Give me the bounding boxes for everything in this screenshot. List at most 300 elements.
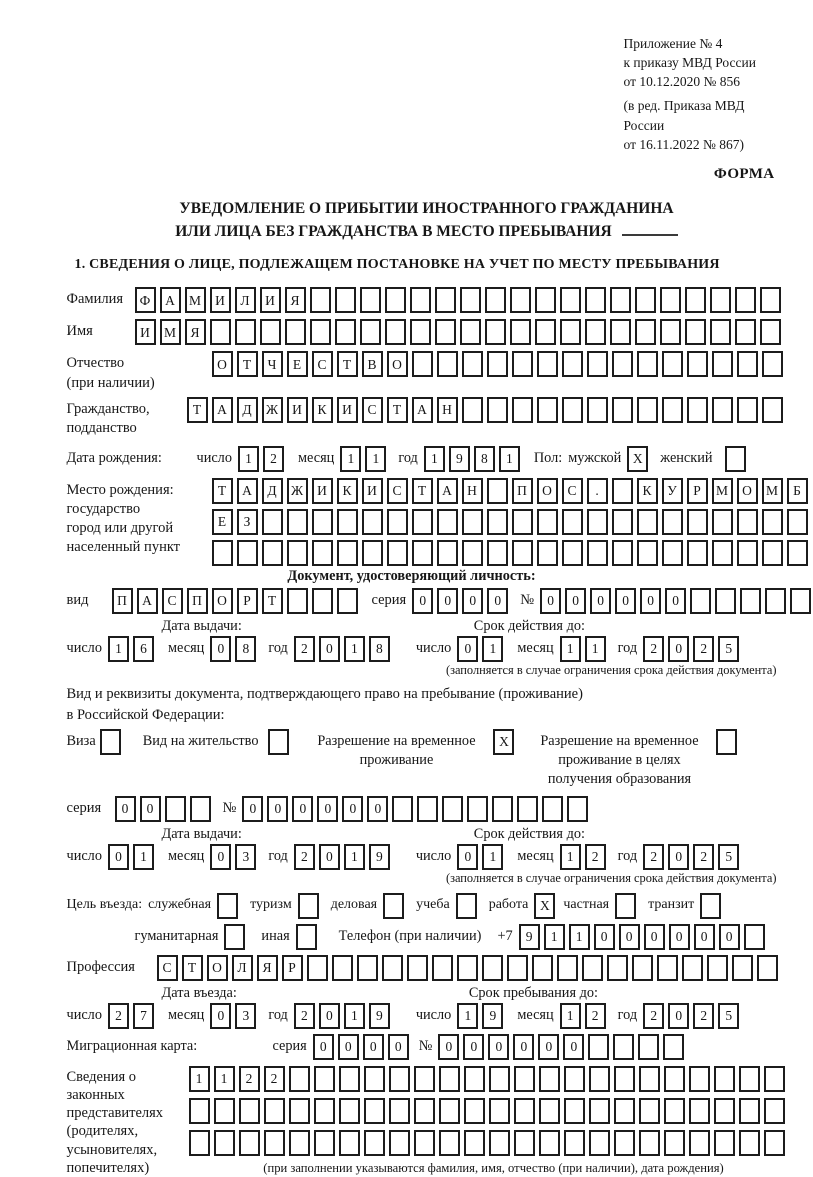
- char-cell[interactable]: [735, 287, 756, 313]
- char-cell[interactable]: [360, 287, 381, 313]
- expiry-month-cells[interactable]: [560, 636, 610, 662]
- char-cell[interactable]: 1: [544, 924, 565, 950]
- char-cell[interactable]: [485, 319, 506, 345]
- char-cell[interactable]: [560, 287, 581, 313]
- char-cell[interactable]: [487, 351, 508, 377]
- char-cell[interactable]: 0: [669, 924, 690, 950]
- char-cell[interactable]: [757, 955, 778, 981]
- char-cell[interactable]: 0: [719, 924, 740, 950]
- char-cell[interactable]: 0: [590, 588, 611, 614]
- char-cell[interactable]: [664, 1098, 685, 1124]
- char-cell[interactable]: [690, 588, 711, 614]
- char-cell[interactable]: [585, 319, 606, 345]
- char-cell[interactable]: [287, 509, 308, 535]
- char-cell[interactable]: [660, 287, 681, 313]
- char-cell[interactable]: [689, 1066, 710, 1092]
- checkbox-cell[interactable]: X: [493, 729, 514, 755]
- char-cell[interactable]: [635, 319, 656, 345]
- char-cell[interactable]: 0: [210, 636, 231, 662]
- char-cell[interactable]: 1: [499, 446, 520, 472]
- char-cell[interactable]: [687, 509, 708, 535]
- char-cell[interactable]: Р: [687, 478, 708, 504]
- char-cell[interactable]: 6: [133, 636, 154, 662]
- char-cell[interactable]: [582, 955, 603, 981]
- char-cell[interactable]: [389, 1098, 410, 1124]
- char-cell[interactable]: [660, 319, 681, 345]
- char-cell[interactable]: [364, 1066, 385, 1092]
- char-cell[interactable]: [589, 1066, 610, 1092]
- char-cell[interactable]: [507, 955, 528, 981]
- char-cell[interactable]: [439, 1066, 460, 1092]
- char-cell[interactable]: 0: [438, 1034, 459, 1060]
- char-cell[interactable]: [557, 955, 578, 981]
- char-cell[interactable]: [517, 796, 538, 822]
- char-cell[interactable]: С: [157, 955, 178, 981]
- char-cell[interactable]: Т: [237, 351, 258, 377]
- char-cell[interactable]: [337, 588, 358, 614]
- char-cell[interactable]: [535, 319, 556, 345]
- char-cell[interactable]: [589, 1098, 610, 1124]
- char-cell[interactable]: [710, 319, 731, 345]
- char-cell[interactable]: [362, 540, 383, 566]
- char-cell[interactable]: [432, 955, 453, 981]
- char-cell[interactable]: [385, 319, 406, 345]
- char-cell[interactable]: [437, 540, 458, 566]
- char-cell[interactable]: 0: [668, 844, 689, 870]
- char-cell[interactable]: [464, 1098, 485, 1124]
- char-cell[interactable]: 9: [369, 1003, 390, 1029]
- char-cell[interactable]: Т: [262, 588, 283, 614]
- char-cell[interactable]: [464, 1066, 485, 1092]
- char-cell[interactable]: [210, 319, 231, 345]
- char-cell[interactable]: [387, 509, 408, 535]
- checkbox-cell[interactable]: [268, 729, 289, 755]
- char-cell[interactable]: [687, 397, 708, 423]
- purpose-business-checkbox[interactable]: [383, 893, 408, 919]
- char-cell[interactable]: [512, 351, 533, 377]
- char-cell[interactable]: [715, 588, 736, 614]
- char-cell[interactable]: [314, 1098, 335, 1124]
- char-cell[interactable]: И: [362, 478, 383, 504]
- char-cell[interactable]: [264, 1098, 285, 1124]
- checkbox-cell[interactable]: [224, 924, 245, 950]
- char-cell[interactable]: К: [637, 478, 658, 504]
- char-cell[interactable]: Я: [185, 319, 206, 345]
- char-cell[interactable]: [760, 319, 781, 345]
- char-cell[interactable]: [337, 540, 358, 566]
- doc-series-cells[interactable]: [412, 588, 512, 614]
- char-cell[interactable]: 0: [437, 588, 458, 614]
- char-cell[interactable]: [417, 796, 438, 822]
- char-cell[interactable]: Т: [412, 478, 433, 504]
- char-cell[interactable]: [392, 796, 413, 822]
- char-cell[interactable]: [567, 796, 588, 822]
- char-cell[interactable]: П: [187, 588, 208, 614]
- char-cell[interactable]: [744, 924, 765, 950]
- char-cell[interactable]: [564, 1130, 585, 1156]
- char-cell[interactable]: [214, 1130, 235, 1156]
- checkbox-cell[interactable]: [716, 729, 737, 755]
- char-cell[interactable]: [214, 1098, 235, 1124]
- char-cell[interactable]: [312, 509, 333, 535]
- char-cell[interactable]: 0: [668, 636, 689, 662]
- char-cell[interactable]: [512, 397, 533, 423]
- char-cell[interactable]: 2: [643, 636, 664, 662]
- char-cell[interactable]: 0: [140, 796, 161, 822]
- char-cell[interactable]: [360, 319, 381, 345]
- char-cell[interactable]: [714, 1098, 735, 1124]
- char-cell[interactable]: [587, 397, 608, 423]
- residence-permit-checkbox[interactable]: [268, 729, 293, 755]
- char-cell[interactable]: 0: [313, 1034, 334, 1060]
- char-cell[interactable]: Р: [237, 588, 258, 614]
- char-cell[interactable]: [364, 1130, 385, 1156]
- char-cell[interactable]: 1: [340, 446, 361, 472]
- char-cell[interactable]: 0: [319, 844, 340, 870]
- char-cell[interactable]: К: [312, 397, 333, 423]
- res-issue-month-cells[interactable]: [210, 844, 260, 870]
- char-cell[interactable]: [514, 1098, 535, 1124]
- purpose-other-checkbox[interactable]: [296, 924, 321, 950]
- char-cell[interactable]: 1: [108, 636, 129, 662]
- entry-day-cells[interactable]: [108, 1003, 158, 1029]
- migcard-number-cells[interactable]: [438, 1034, 688, 1060]
- surname-cells[interactable]: [135, 287, 785, 313]
- char-cell[interactable]: О: [537, 478, 558, 504]
- char-cell[interactable]: [264, 1130, 285, 1156]
- char-cell[interactable]: [737, 351, 758, 377]
- char-cell[interactable]: [614, 1130, 635, 1156]
- char-cell[interactable]: [760, 287, 781, 313]
- char-cell[interactable]: [462, 397, 483, 423]
- char-cell[interactable]: [635, 287, 656, 313]
- char-cell[interactable]: [414, 1066, 435, 1092]
- char-cell[interactable]: [387, 540, 408, 566]
- char-cell[interactable]: [689, 1130, 710, 1156]
- char-cell[interactable]: [739, 1098, 760, 1124]
- char-cell[interactable]: [560, 319, 581, 345]
- char-cell[interactable]: Я: [257, 955, 278, 981]
- char-cell[interactable]: [487, 509, 508, 535]
- char-cell[interactable]: Л: [232, 955, 253, 981]
- char-cell[interactable]: [364, 1098, 385, 1124]
- char-cell[interactable]: [762, 540, 783, 566]
- entry-month-cells[interactable]: [210, 1003, 260, 1029]
- char-cell[interactable]: [339, 1130, 360, 1156]
- char-cell[interactable]: [714, 1066, 735, 1092]
- char-cell[interactable]: 1: [424, 446, 445, 472]
- char-cell[interactable]: [632, 955, 653, 981]
- char-cell[interactable]: [262, 540, 283, 566]
- char-cell[interactable]: [764, 1098, 785, 1124]
- char-cell[interactable]: [212, 540, 233, 566]
- char-cell[interactable]: [639, 1066, 660, 1092]
- char-cell[interactable]: 0: [210, 844, 231, 870]
- char-cell[interactable]: 1: [560, 844, 581, 870]
- char-cell[interactable]: [612, 397, 633, 423]
- char-cell[interactable]: [587, 351, 608, 377]
- char-cell[interactable]: 1: [585, 636, 606, 662]
- char-cell[interactable]: 0: [488, 1034, 509, 1060]
- char-cell[interactable]: Т: [212, 478, 233, 504]
- char-cell[interactable]: [260, 319, 281, 345]
- char-cell[interactable]: [712, 509, 733, 535]
- char-cell[interactable]: [539, 1130, 560, 1156]
- stay-year-cells[interactable]: [643, 1003, 743, 1029]
- char-cell[interactable]: Я: [285, 287, 306, 313]
- char-cell[interactable]: 1: [482, 844, 503, 870]
- char-cell[interactable]: [737, 540, 758, 566]
- edu-residence-checkbox[interactable]: [716, 729, 741, 755]
- char-cell[interactable]: [685, 319, 706, 345]
- char-cell[interactable]: [687, 351, 708, 377]
- char-cell[interactable]: [462, 509, 483, 535]
- char-cell[interactable]: [362, 509, 383, 535]
- char-cell[interactable]: [739, 1130, 760, 1156]
- char-cell[interactable]: О: [387, 351, 408, 377]
- char-cell[interactable]: [664, 1066, 685, 1092]
- char-cell[interactable]: 0: [412, 588, 433, 614]
- char-cell[interactable]: 0: [615, 588, 636, 614]
- char-cell[interactable]: И: [135, 319, 156, 345]
- char-cell[interactable]: [762, 509, 783, 535]
- char-cell[interactable]: 1: [344, 636, 365, 662]
- char-cell[interactable]: [764, 1066, 785, 1092]
- char-cell[interactable]: В: [362, 351, 383, 377]
- char-cell[interactable]: 1: [344, 844, 365, 870]
- char-cell[interactable]: [562, 509, 583, 535]
- char-cell[interactable]: [662, 540, 683, 566]
- char-cell[interactable]: [287, 540, 308, 566]
- char-cell[interactable]: 0: [367, 796, 388, 822]
- male-checkbox[interactable]: [627, 446, 652, 472]
- char-cell[interactable]: [614, 1066, 635, 1092]
- char-cell[interactable]: [535, 287, 556, 313]
- char-cell[interactable]: [307, 955, 328, 981]
- char-cell[interactable]: 2: [294, 844, 315, 870]
- char-cell[interactable]: [510, 319, 531, 345]
- res-series-cells[interactable]: [115, 796, 215, 822]
- birthplace-row3-cells[interactable]: [212, 540, 812, 566]
- char-cell[interactable]: [607, 955, 628, 981]
- char-cell[interactable]: [637, 509, 658, 535]
- char-cell[interactable]: 1: [189, 1066, 210, 1092]
- char-cell[interactable]: [287, 588, 308, 614]
- checkbox-cell[interactable]: [100, 729, 121, 755]
- char-cell[interactable]: [739, 1066, 760, 1092]
- char-cell[interactable]: Ч: [262, 351, 283, 377]
- representatives-row3-cells[interactable]: [189, 1130, 789, 1156]
- char-cell[interactable]: [787, 540, 808, 566]
- char-cell[interactable]: Ж: [287, 478, 308, 504]
- char-cell[interactable]: М: [185, 287, 206, 313]
- char-cell[interactable]: 0: [267, 796, 288, 822]
- char-cell[interactable]: 2: [263, 446, 284, 472]
- char-cell[interactable]: [710, 287, 731, 313]
- char-cell[interactable]: [612, 478, 633, 504]
- char-cell[interactable]: 0: [292, 796, 313, 822]
- char-cell[interactable]: О: [212, 351, 233, 377]
- res-issue-day-cells[interactable]: [108, 844, 158, 870]
- char-cell[interactable]: [437, 509, 458, 535]
- char-cell[interactable]: 2: [294, 636, 315, 662]
- char-cell[interactable]: [189, 1098, 210, 1124]
- char-cell[interactable]: 1: [457, 1003, 478, 1029]
- char-cell[interactable]: [357, 955, 378, 981]
- char-cell[interactable]: [289, 1130, 310, 1156]
- purpose-official-checkbox[interactable]: [217, 893, 242, 919]
- char-cell[interactable]: [663, 1034, 684, 1060]
- char-cell[interactable]: [337, 509, 358, 535]
- char-cell[interactable]: [407, 955, 428, 981]
- char-cell[interactable]: [165, 796, 186, 822]
- char-cell[interactable]: 1: [482, 636, 503, 662]
- char-cell[interactable]: 5: [718, 636, 739, 662]
- char-cell[interactable]: [657, 955, 678, 981]
- char-cell[interactable]: [239, 1130, 260, 1156]
- char-cell[interactable]: [514, 1066, 535, 1092]
- char-cell[interactable]: [662, 397, 683, 423]
- char-cell[interactable]: [285, 319, 306, 345]
- char-cell[interactable]: [539, 1098, 560, 1124]
- char-cell[interactable]: [735, 319, 756, 345]
- char-cell[interactable]: 2: [693, 636, 714, 662]
- char-cell[interactable]: Т: [387, 397, 408, 423]
- char-cell[interactable]: 3: [235, 1003, 256, 1029]
- char-cell[interactable]: [310, 287, 331, 313]
- char-cell[interactable]: [314, 1130, 335, 1156]
- char-cell[interactable]: 1: [560, 1003, 581, 1029]
- char-cell[interactable]: [487, 397, 508, 423]
- char-cell[interactable]: [537, 509, 558, 535]
- issue-year-cells[interactable]: [294, 636, 394, 662]
- char-cell[interactable]: [339, 1098, 360, 1124]
- char-cell[interactable]: 0: [108, 844, 129, 870]
- visa-checkbox[interactable]: [100, 729, 125, 755]
- char-cell[interactable]: [435, 319, 456, 345]
- char-cell[interactable]: [439, 1098, 460, 1124]
- char-cell[interactable]: 9: [369, 844, 390, 870]
- char-cell[interactable]: И: [210, 287, 231, 313]
- char-cell[interactable]: [537, 540, 558, 566]
- char-cell[interactable]: [712, 351, 733, 377]
- checkbox-cell[interactable]: [456, 893, 477, 919]
- char-cell[interactable]: [237, 540, 258, 566]
- char-cell[interactable]: [335, 287, 356, 313]
- char-cell[interactable]: 0: [540, 588, 561, 614]
- char-cell[interactable]: [485, 287, 506, 313]
- checkbox-cell[interactable]: [298, 893, 319, 919]
- char-cell[interactable]: [737, 397, 758, 423]
- char-cell[interactable]: 0: [640, 588, 661, 614]
- purpose-tourism-checkbox[interactable]: [298, 893, 323, 919]
- char-cell[interactable]: К: [337, 478, 358, 504]
- char-cell[interactable]: [612, 509, 633, 535]
- char-cell[interactable]: 0: [594, 924, 615, 950]
- birthplace-row1-cells[interactable]: [212, 478, 812, 504]
- char-cell[interactable]: А: [212, 397, 233, 423]
- char-cell[interactable]: 0: [463, 1034, 484, 1060]
- issue-month-cells[interactable]: [210, 636, 260, 662]
- patronymic-cells[interactable]: [212, 351, 787, 377]
- char-cell[interactable]: 0: [565, 588, 586, 614]
- char-cell[interactable]: [262, 509, 283, 535]
- char-cell[interactable]: [614, 1098, 635, 1124]
- char-cell[interactable]: Т: [182, 955, 203, 981]
- char-cell[interactable]: 0: [619, 924, 640, 950]
- char-cell[interactable]: [589, 1130, 610, 1156]
- char-cell[interactable]: 1: [365, 446, 386, 472]
- char-cell[interactable]: Н: [462, 478, 483, 504]
- char-cell[interactable]: [439, 1130, 460, 1156]
- char-cell[interactable]: [335, 319, 356, 345]
- checkbox-cell[interactable]: X: [627, 446, 648, 472]
- char-cell[interactable]: 1: [560, 636, 581, 662]
- char-cell[interactable]: [662, 351, 683, 377]
- checkbox-cell[interactable]: [383, 893, 404, 919]
- char-cell[interactable]: М: [160, 319, 181, 345]
- char-cell[interactable]: [685, 287, 706, 313]
- char-cell[interactable]: 0: [538, 1034, 559, 1060]
- char-cell[interactable]: 8: [474, 446, 495, 472]
- char-cell[interactable]: 0: [242, 796, 263, 822]
- char-cell[interactable]: [762, 397, 783, 423]
- char-cell[interactable]: 8: [369, 636, 390, 662]
- char-cell[interactable]: [512, 540, 533, 566]
- char-cell[interactable]: [489, 1098, 510, 1124]
- char-cell[interactable]: З: [237, 509, 258, 535]
- purpose-transit-checkbox[interactable]: [700, 893, 725, 919]
- char-cell[interactable]: [564, 1098, 585, 1124]
- char-cell[interactable]: [662, 509, 683, 535]
- char-cell[interactable]: С: [562, 478, 583, 504]
- char-cell[interactable]: [412, 540, 433, 566]
- char-cell[interactable]: [612, 351, 633, 377]
- phone-cells[interactable]: [519, 924, 769, 950]
- char-cell[interactable]: А: [412, 397, 433, 423]
- char-cell[interactable]: 0: [668, 1003, 689, 1029]
- char-cell[interactable]: [437, 351, 458, 377]
- doc-kind-cells[interactable]: [112, 588, 362, 614]
- res-expiry-year-cells[interactable]: [643, 844, 743, 870]
- char-cell[interactable]: 2: [643, 1003, 664, 1029]
- char-cell[interactable]: [532, 955, 553, 981]
- char-cell[interactable]: Р: [282, 955, 303, 981]
- char-cell[interactable]: 0: [319, 1003, 340, 1029]
- char-cell[interactable]: 0: [462, 588, 483, 614]
- char-cell[interactable]: [588, 1034, 609, 1060]
- char-cell[interactable]: 2: [693, 844, 714, 870]
- char-cell[interactable]: 0: [115, 796, 136, 822]
- char-cell[interactable]: Е: [287, 351, 308, 377]
- char-cell[interactable]: А: [137, 588, 158, 614]
- char-cell[interactable]: 0: [319, 636, 340, 662]
- char-cell[interactable]: [332, 955, 353, 981]
- char-cell[interactable]: [460, 287, 481, 313]
- char-cell[interactable]: Н: [437, 397, 458, 423]
- char-cell[interactable]: 3: [235, 844, 256, 870]
- char-cell[interactable]: Т: [187, 397, 208, 423]
- char-cell[interactable]: С: [312, 351, 333, 377]
- char-cell[interactable]: 0: [513, 1034, 534, 1060]
- char-cell[interactable]: 5: [718, 1003, 739, 1029]
- char-cell[interactable]: 8: [235, 636, 256, 662]
- char-cell[interactable]: 0: [457, 844, 478, 870]
- temp-residence-checkbox[interactable]: [493, 729, 518, 755]
- char-cell[interactable]: [562, 397, 583, 423]
- char-cell[interactable]: [562, 351, 583, 377]
- char-cell[interactable]: [389, 1130, 410, 1156]
